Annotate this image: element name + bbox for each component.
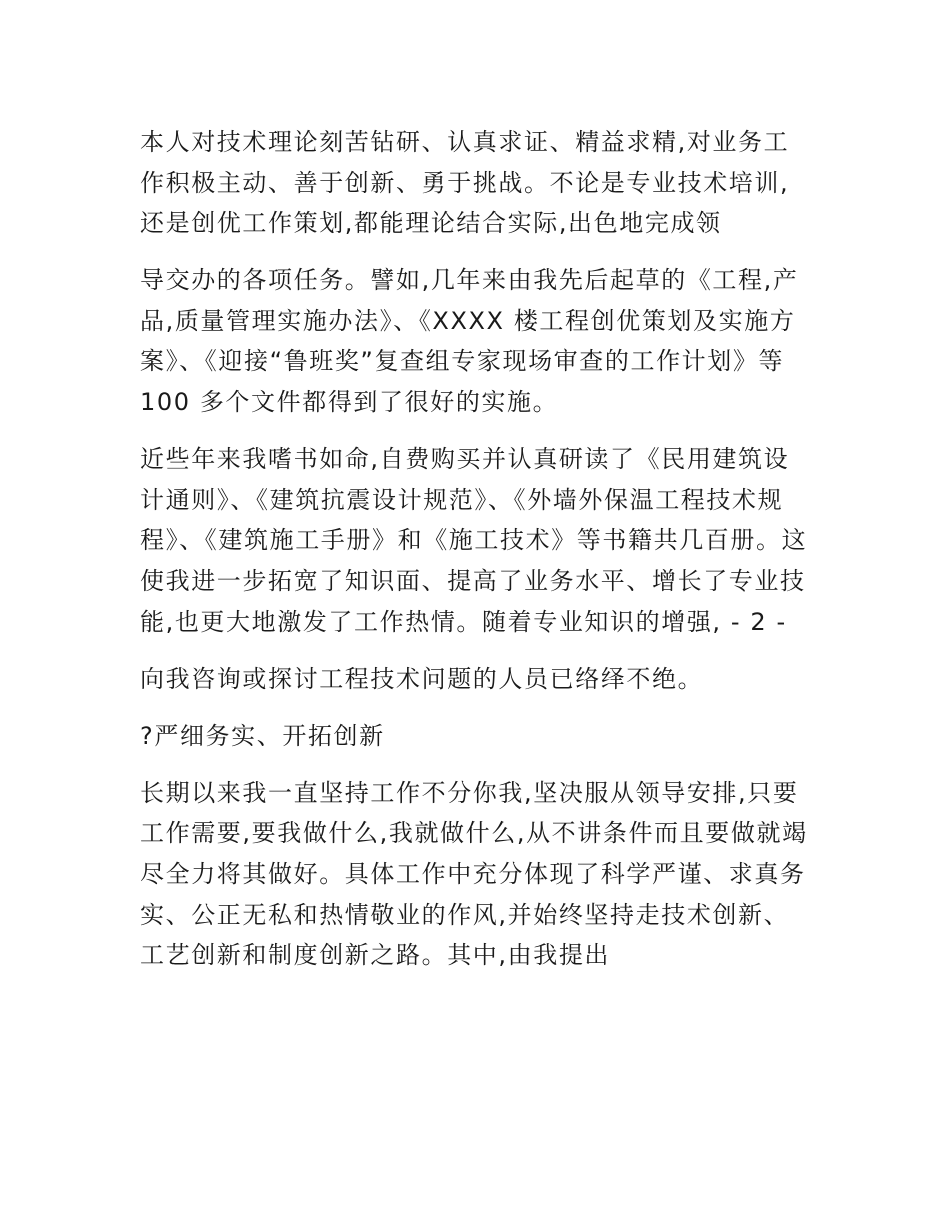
paragraph-4: 向我咨询或探讨工程技术问题的人员已络绎不绝。 [140, 664, 704, 693]
document-page [140, 122, 810, 976]
paragraph-3: 近些年来我嗜书如命,自费购买并认真研读了《民用建筑设计通则》、《建筑抗震设计规范》、《外墙外保温工程技术规程》、《建筑施工手册》和《施工技术》等书籍共几百册。这使我进一步拓宽了知识面、提高了业务水平、增长了专业技能,也更大地激发了工作热情。随着专业知识的增强, - 2 - [140, 445, 808, 636]
paragraph-2: 导交办的各项任务。譬如,几年来由我先后起草的《工程,产品,质量管理实施办法》、《XXXX 楼工程创优策划及实施方案》、《迎接“鲁班奖”复查组专家现场审查的工作计划》等 100 多个文件都得到了很好的实施。 [140, 266, 799, 417]
paragraph-1: 本人对技术理论刻苦钻研、认真求证、精益求精,对业务工作积极主动、善于创新、勇于挑战。不论是专业技术培训,还是创优工作策划,都能理论结合实际,出色地完成领 [140, 128, 790, 238]
paragraph-5: 长期以来我一直坚持工作不分你我,坚决服从领导安排,只要工作需要,要我做什么,我就做什么,从不讲条件而且要做就竭尽全力将其做好。具体工作中充分体现了科学严谨、求真务实、公正无私和热情敬业的作风,并始终坚持走技术创新、工艺创新和制度创新之路。其中,由我提出 [140, 778, 808, 970]
section-heading: ?严细务实、开拓创新 [140, 721, 385, 750]
